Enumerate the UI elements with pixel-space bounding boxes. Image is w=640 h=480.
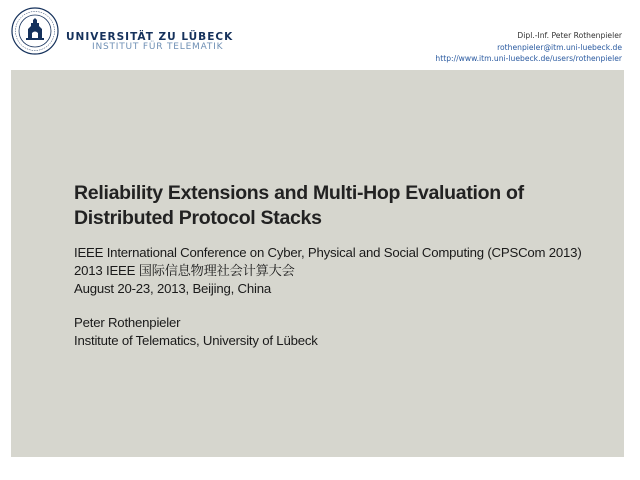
contact-name: Dipl.-Inf. Peter Rothenpieler xyxy=(517,31,622,40)
conference-info xyxy=(74,244,582,298)
conference-name: IEEE International Conference on Cyber, Physical and Social Computing (CPSCom 2013) xyxy=(74,245,582,260)
contact-block xyxy=(435,30,622,65)
institute-name: INSTITUT FÜR TELEMATIK xyxy=(92,42,224,52)
author-name: Peter Rothenpieler xyxy=(74,315,181,330)
conference-date-location: August 20-23, 2013, Beijing, China xyxy=(74,281,272,296)
university-name: UNIVERSITÄT ZU LÜBECK xyxy=(66,31,234,43)
slide-title xyxy=(74,181,594,231)
title-line: Reliability Extensions and Multi-Hop Evaluation of xyxy=(74,182,524,204)
author-affiliation: Institute of Telematics, University of Lübeck xyxy=(74,333,318,348)
contact-url-link[interactable]: http://www.itm.uni-luebeck.de/users/rothenpieler xyxy=(435,54,622,63)
author-info xyxy=(74,314,318,350)
slide-header xyxy=(0,0,640,68)
university-seal-logo xyxy=(11,7,59,55)
conference-name-chinese: 2013 IEEE 国际信息物理社会计算大会 xyxy=(74,263,295,278)
title-line: Distributed Protocol Stacks xyxy=(74,207,322,229)
contact-email-link[interactable]: rothenpieler@itm.uni-luebeck.de xyxy=(497,42,622,52)
